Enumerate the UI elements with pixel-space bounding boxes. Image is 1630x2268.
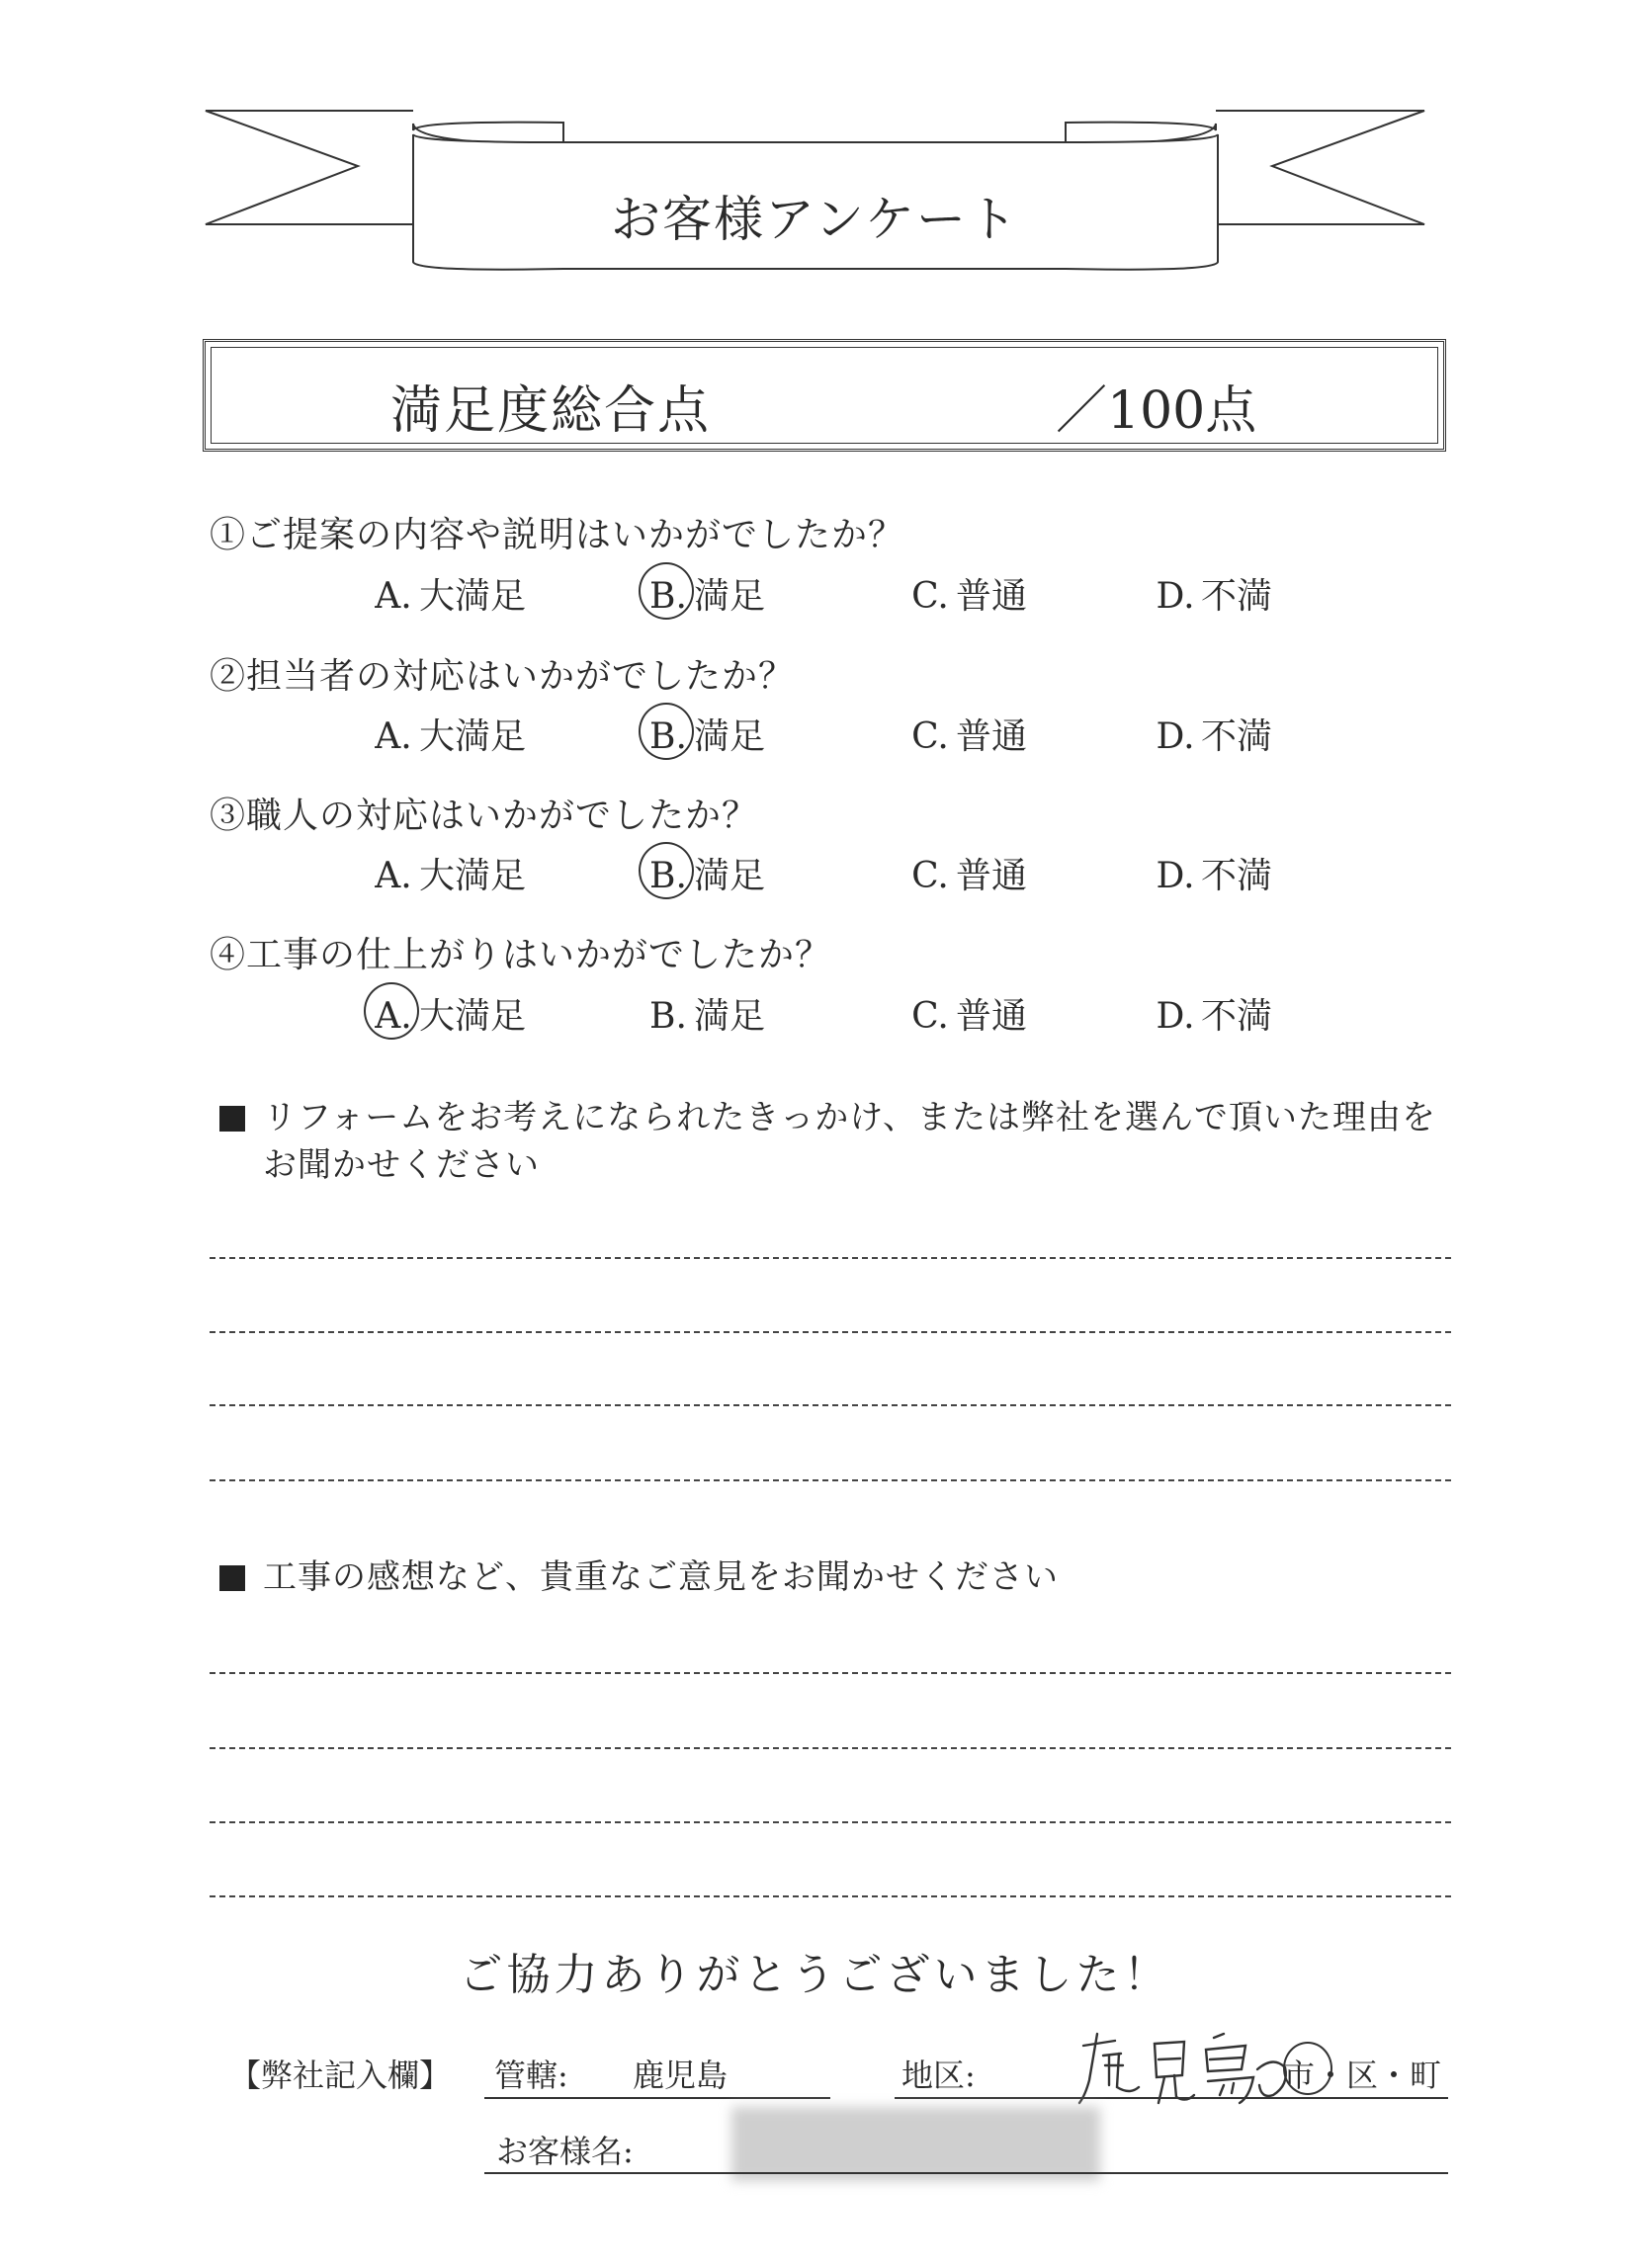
customer-name-redacted — [731, 2107, 1100, 2181]
jurisdiction-value: 鹿児島 — [633, 2057, 729, 2094]
selected-circle-mark — [639, 562, 694, 620]
option-a-q3[interactable] — [368, 848, 526, 898]
option-letter: A. — [375, 856, 412, 896]
option-b-q2[interactable] — [643, 709, 765, 759]
answer-line[interactable] — [210, 1331, 1451, 1333]
score-max: ／100点 — [1056, 381, 1257, 441]
option-label: 大満足 — [419, 856, 527, 896]
section-reason-line2: お聞かせください — [263, 1145, 540, 1185]
option-label: 不満 — [1201, 576, 1273, 617]
selected-circle-mark — [639, 842, 694, 899]
option-label: 不満 — [1201, 716, 1273, 757]
section-opinion-text: 工事の感想など、貴重なご意見をお聞かせください — [263, 1557, 1059, 1597]
option-label: 満足 — [694, 856, 766, 896]
question-1: ①ご提案の内容や説明はいかがでしたか？ — [210, 515, 905, 555]
answer-line[interactable] — [210, 1404, 1451, 1406]
option-c-q4[interactable] — [904, 988, 1027, 1039]
thanks-message: ご協力ありがとうございました！ — [459, 1950, 1171, 2000]
option-letter: D. — [1156, 576, 1195, 617]
area-underline — [895, 2097, 1448, 2099]
option-a-q4[interactable] — [368, 988, 526, 1039]
option-letter: B. — [649, 996, 687, 1037]
option-letter: C. — [911, 576, 949, 617]
option-d-q3[interactable] — [1150, 848, 1272, 898]
selected-city-circle — [1283, 2042, 1332, 2095]
option-b-q4[interactable] — [643, 988, 765, 1039]
jurisdiction-underline — [484, 2097, 830, 2099]
option-label: 普通 — [956, 996, 1028, 1037]
option-label: 不満 — [1201, 856, 1273, 896]
selected-circle-mark — [364, 982, 419, 1040]
option-d-q1[interactable] — [1150, 568, 1272, 619]
square-bullet-icon — [219, 1565, 245, 1591]
option-letter: C. — [911, 856, 949, 896]
option-letter: C. — [911, 996, 949, 1037]
option-letter: A. — [375, 576, 412, 617]
option-d-q4[interactable] — [1150, 988, 1272, 1039]
section-opinion — [219, 1554, 1059, 1601]
office-use-label: 【弊社記入欄】 — [229, 2057, 452, 2094]
option-c-q2[interactable] — [904, 709, 1027, 759]
square-bullet-icon — [219, 1106, 245, 1132]
option-label: 満足 — [694, 576, 766, 617]
option-letter: A. — [375, 716, 412, 757]
option-letter: B. — [649, 576, 687, 617]
score-label: 満足度総合点 — [390, 381, 712, 441]
option-b-q1[interactable] — [643, 568, 765, 619]
option-letter: C. — [911, 716, 949, 757]
option-c-q1[interactable] — [904, 568, 1027, 619]
customer-name-label: お客様名: — [496, 2133, 634, 2170]
answer-line[interactable] — [210, 1821, 1451, 1823]
selected-circle-mark — [639, 703, 694, 760]
customer-name-underline — [484, 2172, 1448, 2174]
option-letter: D. — [1156, 856, 1195, 896]
option-letter: B. — [649, 856, 687, 896]
answer-line[interactable] — [210, 1747, 1451, 1749]
question-2: ②担当者の対応はいかがでしたか？ — [210, 656, 796, 697]
section-reason — [219, 1094, 1436, 1189]
option-b-q3[interactable] — [643, 848, 765, 898]
title-banner-graphic — [0, 0, 1630, 296]
page-title: お客様アンケート — [611, 191, 1019, 248]
option-letter: D. — [1156, 716, 1195, 757]
option-label: 大満足 — [419, 576, 527, 617]
section-reason-line1: リフォームをお考えになられたきっかけ、または弊社を選んで頂いた理由を — [263, 1098, 1436, 1137]
option-c-q3[interactable] — [904, 848, 1027, 898]
option-label: 満足 — [694, 716, 766, 757]
answer-line[interactable] — [210, 1895, 1451, 1897]
option-label: 満足 — [694, 996, 766, 1037]
jurisdiction-label: 管轄: — [494, 2057, 568, 2094]
question-3: ③職人の対応はいかがでしたか？ — [210, 796, 759, 836]
answer-line[interactable] — [210, 1479, 1451, 1481]
area-label: 地区: — [901, 2057, 976, 2094]
option-label: 不満 — [1201, 996, 1273, 1037]
area-suffix: 市・区・町 — [1283, 2057, 1442, 2094]
option-d-q2[interactable] — [1150, 709, 1272, 759]
option-letter: B. — [649, 716, 687, 757]
option-label: 大満足 — [419, 996, 527, 1037]
option-label: 大満足 — [419, 716, 527, 757]
option-a-q1[interactable] — [368, 568, 526, 619]
option-label: 普通 — [956, 576, 1028, 617]
option-label: 普通 — [956, 856, 1028, 896]
area-handwritten-value — [1075, 2026, 1293, 2115]
option-a-q2[interactable] — [368, 709, 526, 759]
option-letter: A. — [375, 996, 412, 1037]
score-box — [203, 339, 1446, 452]
question-4: ④工事の仕上がりはいかがでしたか？ — [210, 935, 832, 975]
option-label: 普通 — [956, 716, 1028, 757]
answer-line[interactable] — [210, 1257, 1451, 1259]
answer-line[interactable] — [210, 1672, 1451, 1674]
option-letter: D. — [1156, 996, 1195, 1037]
